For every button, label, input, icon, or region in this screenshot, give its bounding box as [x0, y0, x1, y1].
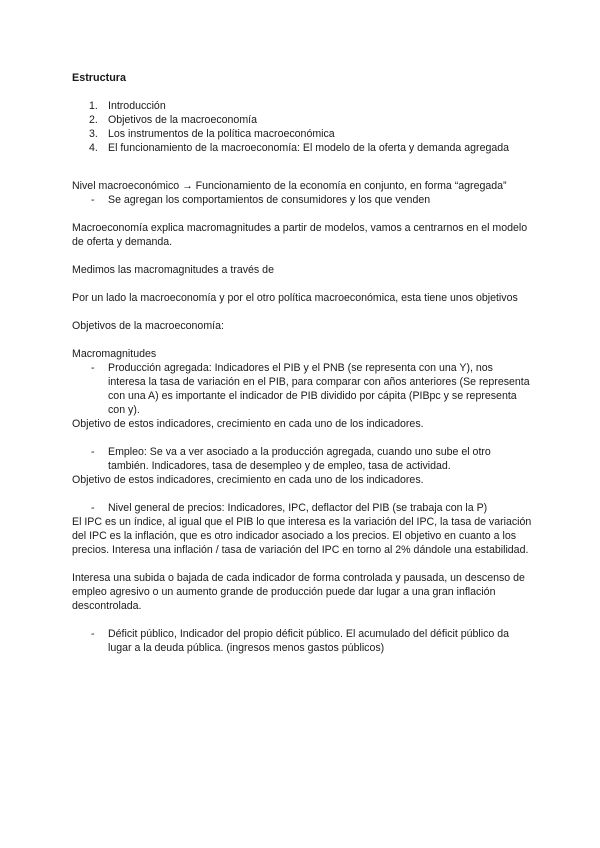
paragraph: Macroeconomía explica macromagnitudes a partir de modelos, vamos a centrarnos en el modelo de oferta y demanda.	[72, 222, 528, 248]
macro-heading: Macromagnitudes	[72, 348, 157, 360]
outline-item	[72, 113, 532, 127]
dash-marker: -	[91, 502, 95, 514]
bullet-item	[72, 193, 532, 207]
outline-number: 4.	[89, 142, 98, 154]
outline-item	[72, 127, 532, 141]
dash-marker: -	[91, 628, 95, 640]
outline-text: Introducción	[108, 100, 166, 112]
objective-line: Objetivo de estos indicadores, crecimiento en cada uno de los indicadores.	[72, 474, 424, 486]
outline-number: 3.	[89, 128, 98, 140]
outline-text: Objetivos de la macroeconomía	[108, 114, 257, 126]
document-page	[72, 71, 532, 655]
bullet-item	[72, 501, 532, 515]
paragraph: Objetivos de la macroeconomía:	[72, 320, 224, 332]
bullet-text: Empleo: Se va a ver asociado a la producción agregada, cuando uno sube el otro también. Indicadores, tasa de desempleo y de empleo, tasa de actividad.	[108, 446, 491, 472]
outline-list	[72, 99, 532, 155]
bullet-item	[72, 627, 532, 655]
dash-marker: -	[91, 194, 95, 206]
dash-marker: -	[91, 362, 95, 374]
bullet-text: Déficit público, Indicador del propio déficit público. El acumulado del déficit público da lugar a la deuda pública. (ingresos menos gastos públicos)	[108, 628, 510, 654]
dash-marker: -	[91, 446, 95, 458]
paragraph: Medimos las macromagnitudes a través de	[72, 264, 274, 276]
paragraph: El IPC es un índice, al igual que el PIB lo que interesa es la variación del IPC, la tasa de variación del IPC es la inflación, que es otro indicador asociado a los precios. El objetivo en cuanto a los precios. Interesa una inflación / tasa de variación del IPC en torno al 2% dándole una estabilidad.	[72, 516, 532, 556]
outline-text: El funcionamiento de la macroeconomía: El modelo de la oferta y demanda agregada	[108, 142, 510, 154]
objective-line: Objetivo de estos indicadores, crecimiento en cada uno de los indicadores.	[72, 418, 424, 430]
bullet-text: Nivel general de precios: Indicadores, IPC, deflactor del PIB (se trabaja con la P)	[108, 502, 488, 514]
bullet-item	[72, 445, 532, 473]
outline-number: 1.	[89, 100, 98, 112]
outline-number: 2.	[89, 114, 98, 126]
outline-item	[72, 99, 532, 113]
nivel-line: Nivel macroeconómico → Funcionamiento de la economía en conjunto, en forma “agregada”	[72, 180, 507, 192]
section-title: Estructura	[72, 72, 127, 84]
bullet-text: Producción agregada: Indicadores el PIB y el PNB (se representa con una Y), nos interesa la tasa de variación en el PIB, para comparar con años anteriores (Se representa con una A) es importante el indicador de PIB dividido por cápita (PIBpc y se representa con y).	[108, 362, 530, 416]
outline-item	[72, 141, 532, 155]
outline-text: Los instrumentos de la política macroeconómica	[108, 128, 335, 140]
paragraph: Por un lado la macroeconomía y por el otro política macroeconómica, esta tiene unos objetivos	[72, 292, 518, 304]
paragraph: Interesa una subida o bajada de cada indicador de forma controlada y pausada, un descenso de empleo agresivo o un aumento grande de producción puede dar lugar a una gran inflación descontrolada.	[72, 572, 525, 612]
bullet-text: Se agregan los comportamientos de consumidores y los que venden	[108, 194, 431, 206]
bullet-item	[72, 361, 532, 417]
